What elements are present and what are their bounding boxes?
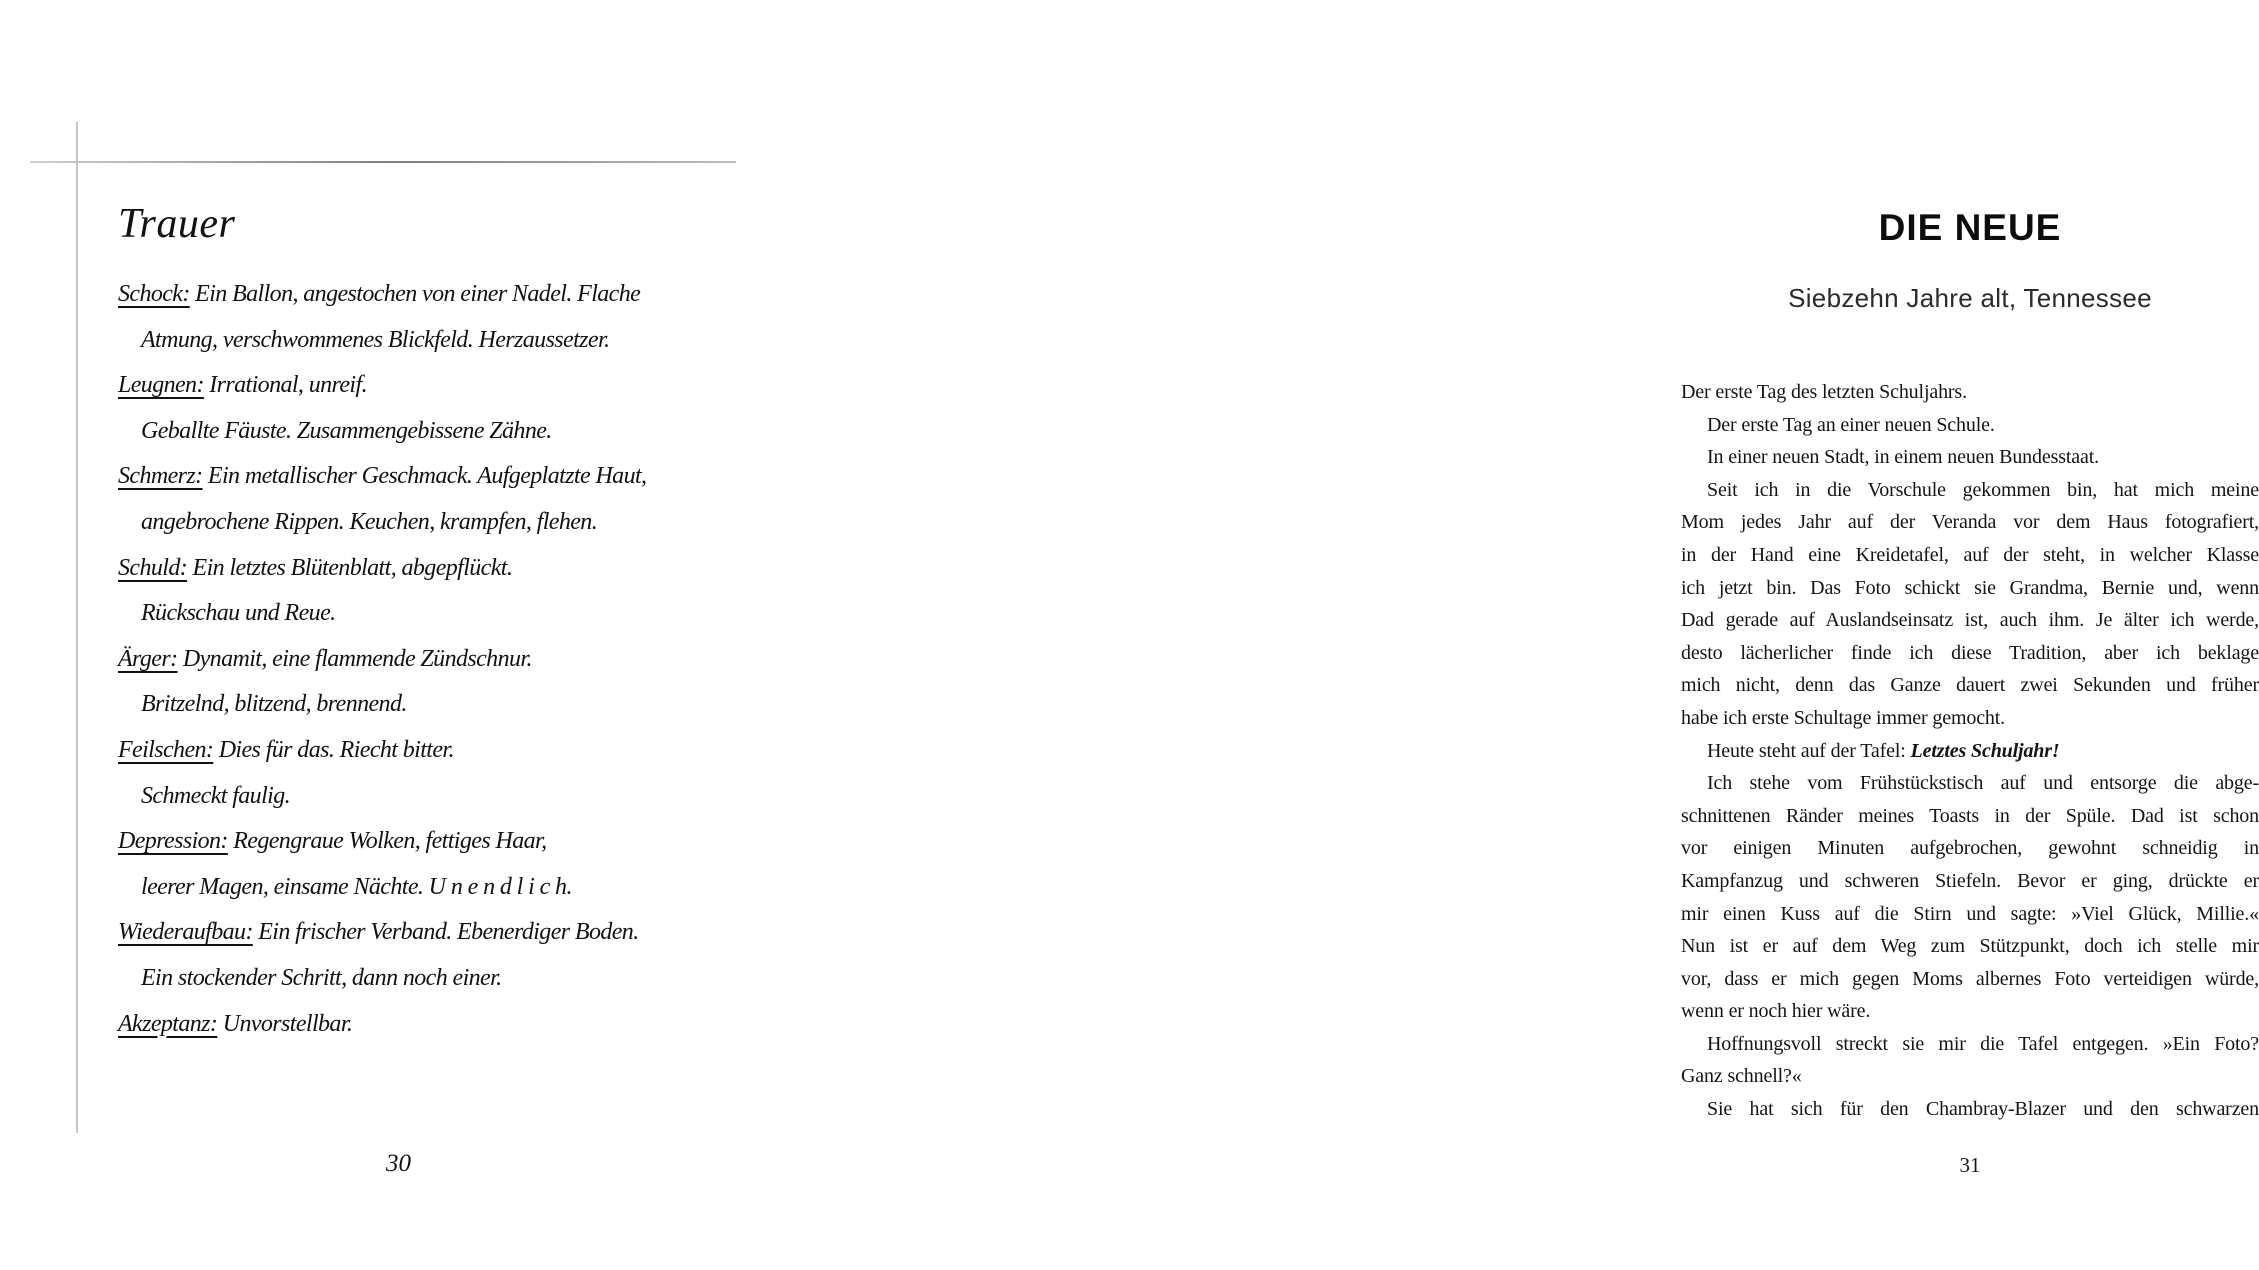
grief-line: Leugnen: Irrational, unreif. xyxy=(118,372,367,399)
margin-rule-vertical xyxy=(76,122,78,1133)
grief-stage-term: Ärger: xyxy=(118,645,178,672)
body-line: Seit ich in die Vorschule gekommen bin, hat mich meine xyxy=(1707,478,2259,501)
body-line: Heute steht auf der Tafel: Letztes Schuljahr! xyxy=(1707,739,2060,762)
body-line: Mom jedes Jahr auf der Veranda vor dem Haus fotografiert, xyxy=(1681,511,2259,534)
grief-line: angebrochene Rippen. Keuchen, krampfen, flehen. xyxy=(141,508,598,535)
grief-stage-term: Leugnen: xyxy=(118,372,204,399)
body-line: desto lächerlicher finde ich diese Tradition, aber ich beklage xyxy=(1681,641,2259,664)
body-line: in der Hand eine Kreidetafel, auf der steht, in welcher Klasse xyxy=(1681,543,2259,566)
body-line: vor, dass er mich gegen Moms albernes Foto verteidigen würde, xyxy=(1681,967,2259,990)
left-page xyxy=(0,0,797,1270)
grief-line: leerer Magen, einsame Nächte. U n e n d l i c h. xyxy=(141,873,572,900)
body-line: mich nicht, denn das Ganze dauert zwei Sekunden und früher xyxy=(1681,674,2259,697)
grief-line: Schmerz: Ein metallischer Geschmack. Aufgeplatzte Haut, xyxy=(118,463,647,490)
grief-line: Wiederaufbau: Ein frischer Verband. Ebenerdiger Boden. xyxy=(118,919,639,946)
chapter-body xyxy=(1681,376,2259,1126)
body-line: Der erste Tag des letzten Schuljahrs. xyxy=(1681,381,1967,403)
right-page xyxy=(797,0,2259,1270)
grief-line: Britzelnd, blitzend, brennend. xyxy=(141,691,407,718)
grief-line: Depression: Regengraue Wolken, fettiges Haar, xyxy=(118,828,547,855)
body-line: habe ich erste Schultage immer gemocht. xyxy=(1681,706,2006,729)
right-page-number: 31 xyxy=(1959,1153,1981,1177)
grief-stage-term: Schmerz: xyxy=(118,463,203,490)
body-line: Ganz schnell?« xyxy=(1681,1065,1802,1088)
body-line: Kampfanzug und schweren Stiefeln. Bevor er ging, drückte er xyxy=(1681,869,2259,892)
margin-rule-horizontal xyxy=(30,161,736,163)
grief-stage-term: Schock: xyxy=(118,281,190,307)
grief-line: Schmeckt faulig. xyxy=(141,782,291,809)
grief-stage-term: Wiederaufbau: xyxy=(118,919,253,946)
body-line: Ich stehe vom Frühstückstisch auf und entsorge die abge- xyxy=(1707,772,2259,795)
grief-line: Feilschen: Dies für das. Riecht bitter. xyxy=(118,736,454,763)
body-line: vor einigen Minuten aufgebrochen, gewohnt schneidig in xyxy=(1681,837,2259,860)
grief-line: Atmung, verschwommenes Blickfeld. Herzaussetzer. xyxy=(141,326,610,353)
body-line: In einer neuen Stadt, in einem neuen Bundesstaat. xyxy=(1707,446,2099,469)
body-line: schnittenen Ränder meines Toasts in der Spüle. Dad ist schon xyxy=(1681,804,2259,827)
grief-stages-list xyxy=(118,272,758,1047)
left-page-title: Trauer xyxy=(118,201,236,247)
grief-stage-term: Schuld: xyxy=(118,554,188,581)
body-line: Nun ist er auf dem Weg zum Stützpunkt, doch ich stelle mir xyxy=(1681,935,2259,958)
body-line: mir einen Kuss auf die Stirn und sagte: »Viel Glück, Millie.« xyxy=(1681,902,2259,925)
grief-stage-term: Feilschen: xyxy=(118,736,214,763)
grief-line: Schuld: Ein letztes Blütenblatt, abgepflückt. xyxy=(118,554,513,581)
chapter-subtitle: Siebzehn Jahre alt, Tennessee xyxy=(1788,283,2152,313)
body-line: Hoffnungsvoll streckt sie mir die Tafel entgegen. »Ein Foto? xyxy=(1707,1032,2259,1055)
grief-stage-term: Depression: xyxy=(118,828,228,855)
body-line: Der erste Tag an einer neuen Schule. xyxy=(1707,413,1995,436)
emphasized-text: Letztes Schuljahr! xyxy=(1910,739,2060,762)
grief-line: Akzeptanz: Unvorstellbar. xyxy=(118,1010,353,1037)
grief-line: Ein stockender Schritt, dann noch einer. xyxy=(141,964,502,991)
grief-line: Rückschau und Reue. xyxy=(141,600,336,627)
body-line: wenn er noch hier wäre. xyxy=(1681,1000,1871,1023)
body-line: Dad gerade auf Auslandseinsatz ist, auch ihm. Je älter ich werde, xyxy=(1681,609,2259,632)
body-line: Sie hat sich für den Chambray-Blazer und den schwarzen xyxy=(1707,1098,2259,1121)
grief-line: Schock: Ein Ballon, angestochen von einer Nadel. Flache xyxy=(118,281,641,307)
grief-stage-term: Akzeptanz: xyxy=(118,1010,218,1037)
chapter-title: DIE NEUE xyxy=(1878,207,2062,248)
body-line: ich jetzt bin. Das Foto schickt sie Grandma, Bernie und, wenn xyxy=(1681,576,2259,599)
left-page-number: 30 xyxy=(386,1150,411,1177)
grief-line: Geballte Fäuste. Zusammengebissene Zähne. xyxy=(141,417,552,444)
grief-line: Ärger: Dynamit, eine flammende Zündschnur. xyxy=(118,645,532,672)
